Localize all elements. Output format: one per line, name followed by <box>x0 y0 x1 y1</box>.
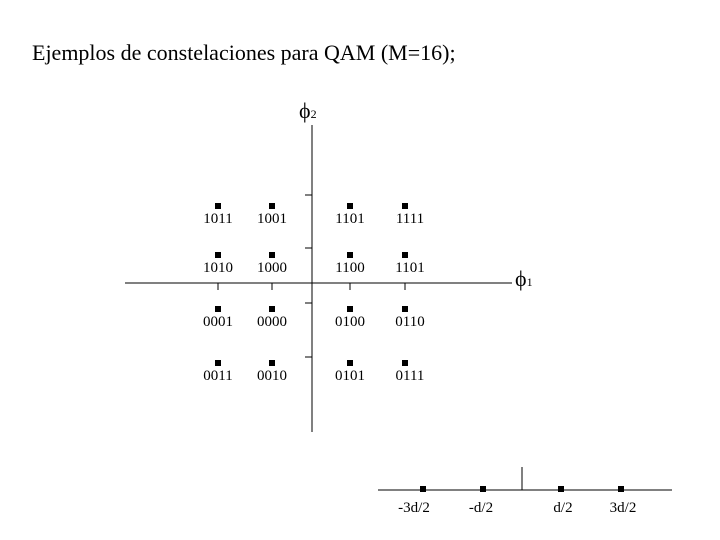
constellation-point-label: 0010 <box>257 368 287 384</box>
pam-point <box>480 486 486 492</box>
constellation-point <box>215 306 221 312</box>
constellation-point <box>347 203 353 209</box>
constellation-points <box>203 203 425 384</box>
constellation-point <box>347 306 353 312</box>
page-title: Ejemplos de constelaciones para QAM (M=16); <box>32 40 456 65</box>
constellation-point-label: 1011 <box>203 211 233 227</box>
constellation-row <box>203 203 424 227</box>
constellation-point <box>215 203 221 209</box>
pam-label: -d/2 <box>468 500 494 516</box>
pam-label: d/2 <box>553 500 573 516</box>
constellation-point-label: 1100 <box>335 260 365 276</box>
constellation-point-label: 1111 <box>395 211 425 227</box>
constellation-point-label: 0000 <box>257 314 287 330</box>
pam-line <box>378 467 672 516</box>
constellation-point-label: 0110 <box>395 314 425 330</box>
constellation-point-label: 1101 <box>395 260 425 276</box>
constellation-point-label: 0101 <box>335 368 365 384</box>
pam-point <box>558 486 564 492</box>
constellation-point-label: 0111 <box>395 368 425 384</box>
constellation-plot <box>125 98 533 432</box>
constellation-point-label: 1010 <box>203 260 233 276</box>
constellation-point <box>402 203 408 209</box>
constellation-point-label: 0001 <box>203 314 233 330</box>
constellation-point <box>347 252 353 258</box>
constellation-point <box>269 203 275 209</box>
constellation-point <box>347 360 353 366</box>
constellation-point-label: 1101 <box>335 211 365 227</box>
pam-point <box>618 486 624 492</box>
constellation-row <box>203 306 425 330</box>
constellation-point <box>269 252 275 258</box>
constellation-point <box>402 252 408 258</box>
constellation-point <box>402 306 408 312</box>
constellation-point-label: 1000 <box>257 260 287 276</box>
constellation-point <box>402 360 408 366</box>
constellation-point <box>269 360 275 366</box>
pam-label: -3d/2 <box>398 500 430 516</box>
phi2-axis-label: ϕ2 <box>299 98 317 123</box>
phi1-axis-label: ϕ1 <box>515 266 533 291</box>
constellation-point-label: 0011 <box>203 368 233 384</box>
constellation-row <box>203 360 424 384</box>
constellation-point <box>215 360 221 366</box>
pam-label: 3d/2 <box>609 500 637 516</box>
pam-point <box>420 486 426 492</box>
constellation-point-label: 0100 <box>335 314 365 330</box>
constellation-point-label: 1001 <box>257 211 287 227</box>
constellation-row <box>203 252 425 276</box>
constellation-point <box>269 306 275 312</box>
constellation-point <box>215 252 221 258</box>
